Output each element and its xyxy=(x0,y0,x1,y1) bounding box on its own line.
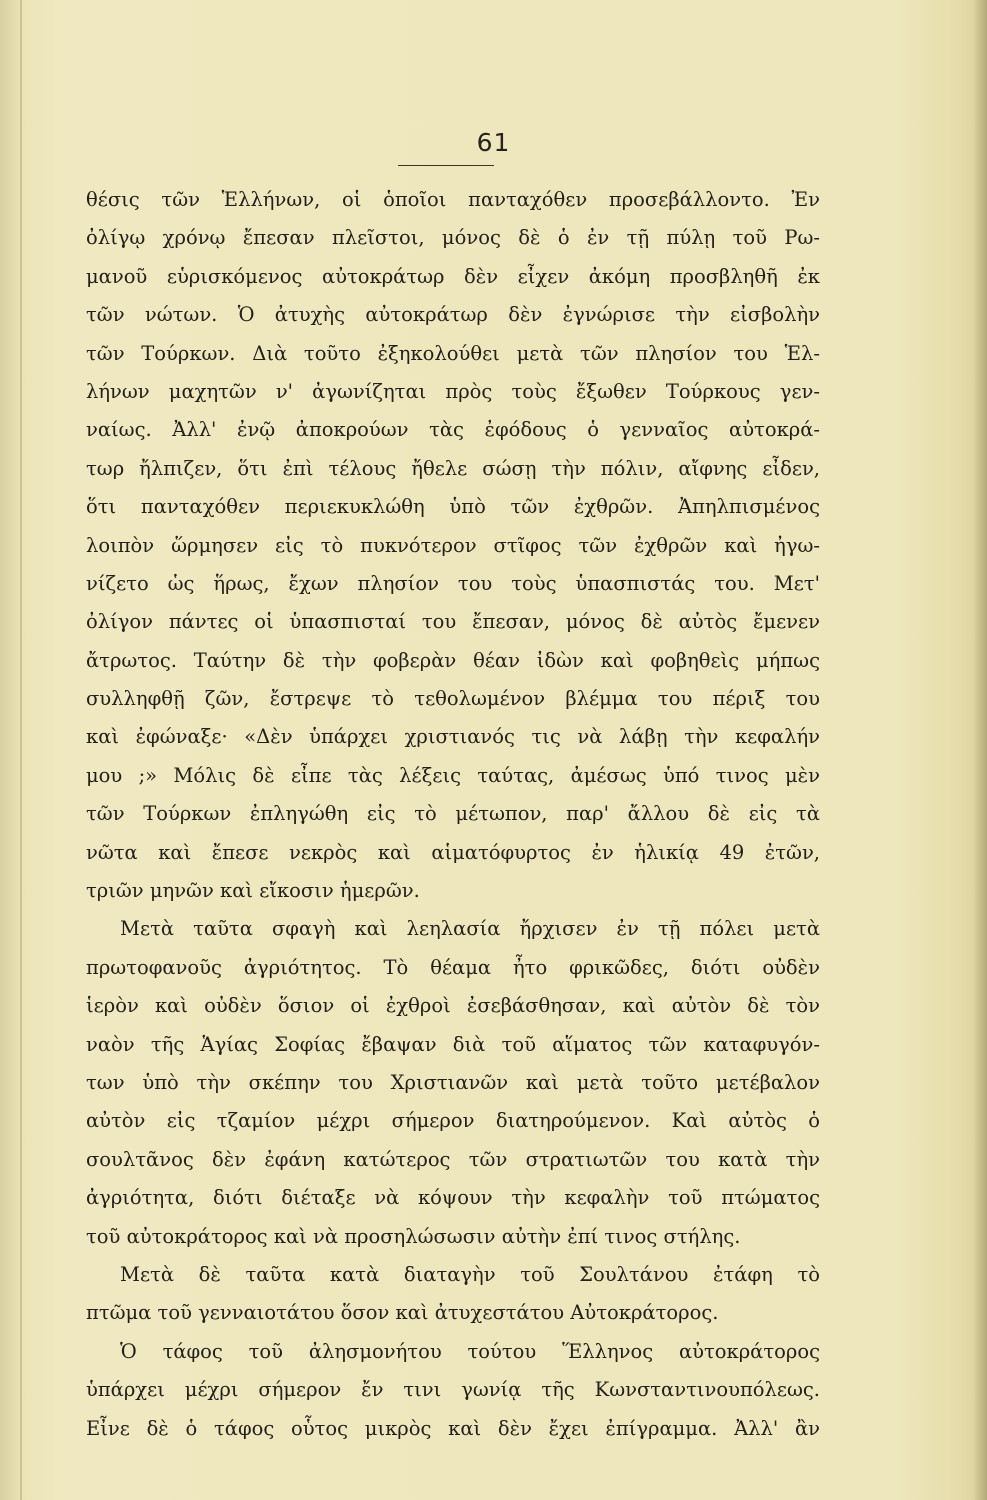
text-line: πτῶμα τοῦ γενναιοτάτου ὅσον καὶ ἀτυχεστάτου Αὐτοκράτορος. xyxy=(86,1301,719,1325)
text-line: ναὸν τῆς Ἁγίας Σοφίας ἔβαψαν διὰ τοῦ αἵματος τῶν καταφυγόν- xyxy=(86,1032,820,1056)
text-line: ὀλίγον πάντες οἱ ὑπασπισταί του ἔπεσαν, μόνος δὲ αὐτὸς ἔμενεν xyxy=(86,610,820,634)
text-line: τῶν Τούρκων ἐπληγώθη εἰς τὸ μέτωπον, παρ' ἄλλου δὲ εἰς τὰ xyxy=(86,802,820,826)
text-line: τοῦ αὐτοκράτορος καὶ νὰ προσηλώσωσιν αὐτὴν ἐπί τινος στήλης. xyxy=(86,1224,741,1248)
text-line: νῶτα καὶ ἔπεσε νεκρὸς καὶ αἱματόφυρτος ἐν ἡλικίᾳ 49 ἐτῶν, xyxy=(86,840,820,864)
text-line: λήνων μαχητῶν ν' ἀγωνίζηται πρὸς τοὺς ἔξωθεν Τούρκους γεν- xyxy=(86,379,820,403)
body-text xyxy=(86,181,820,1448)
text-line: μου ;» Μόλις δὲ εἶπε τὰς λέξεις ταύτας, ἀμέσως ὑπό τινος μὲν xyxy=(86,763,820,787)
text-line: θέσις τῶν Ἑλλήνων, οἱ ὁποῖοι πανταχόθεν προσεβάλλοντο. Ἐν xyxy=(86,188,820,211)
text-line: τῶν νώτων. Ὁ ἀτυχὴς αὐτοκράτωρ δὲν ἐγνώρισε τὴν εἰσβολὴν xyxy=(86,303,820,327)
text-line: Εἶνε δὲ ὁ τάφος οὗτος μικρὸς καὶ δὲν ἔχει ἐπίγραμμα. Ἀλλ' ἂν xyxy=(86,1416,820,1440)
page-number: 61 xyxy=(476,128,511,157)
text-line: ὅτι πανταχόθεν περιεκυκλώθη ὑπὸ τῶν ἐχθρῶν. Ἀπηλπισμένος xyxy=(86,495,820,519)
text-line: ὀλίγῳ χρόνῳ ἔπεσαν πλεῖστοι, μόνος δὲ ὁ ἐν τῇ πύλῃ τοῦ Ρω- xyxy=(86,226,820,250)
text-line: Μετὰ ταῦτα σφαγὴ καὶ λεηλασία ἤρχισεν ἐν τῇ πόλει μετὰ xyxy=(120,917,820,941)
text-line: τωρ ἤλπιζεν, ὅτι ἐπὶ τέλους ἤθελε σώσῃ τὴν πόλιν, αἴφνης εἶδεν, xyxy=(86,456,820,480)
text-line: νίζετο ὡς ἥρως, ἔχων πλησίον του τοὺς ὑπασπιστάς του. Μετ' xyxy=(86,571,820,595)
text-line: τῶν Τούρκων. Διὰ τοῦτο ἐξηκολούθει μετὰ τῶν πλησίον του Ἑλ- xyxy=(86,341,820,365)
text-line: τριῶν μηνῶν καὶ εἴκοσιν ἡμερῶν. xyxy=(86,879,420,903)
text-line: ἄτρωτος. Ταύτην δὲ τὴν φοβερὰν θέαν ἰδὼν καὶ φοβηθεὶς μήπως xyxy=(86,648,820,672)
page-number-rule xyxy=(398,165,494,166)
text-line: Ὁ τάφος τοῦ ἀλησμονήτου τούτου Ἕλληνος αὐτοκράτορος xyxy=(120,1339,820,1363)
text-line: σουλτᾶνος δὲν ἐφάνη κατώτερος τῶν στρατιωτῶν του κατὰ τὴν xyxy=(86,1147,820,1171)
text-line: μανοῦ εὑρισκόμενος αὐτοκράτωρ δὲν εἶχεν ἀκόμη προσβληθῆ ἐκ xyxy=(86,264,820,288)
text-line: ὑπάρχει μέχρι σήμερον ἔν τινι γωνίᾳ τῆς Κωνσταντινουπόλεως. xyxy=(86,1378,820,1402)
text-line: αὐτὸν εἰς τζαμίον μέχρι σήμερον διατηρούμενον. Καὶ αὐτὸς ὁ xyxy=(86,1109,820,1133)
page-edge-shadow xyxy=(973,0,987,1500)
text-line: καὶ ἐφώναξε· «Δὲν ὑπάρχει χριστιανός τις νὰ λάβῃ τὴν κεφαλήν xyxy=(86,725,820,749)
text-line: ἀγριότητα, διότι διέταξε νὰ κόψουν τὴν κεφαλὴν τοῦ πτώματος xyxy=(86,1186,820,1210)
binding-fold xyxy=(20,0,22,1500)
text-line: των ὑπὸ τὴν σκέπην του Χριστιανῶν καὶ μετὰ τοῦτο μετέβαλον xyxy=(86,1070,820,1094)
text-line: Μετὰ δὲ ταῦτα κατὰ διαταγὴν τοῦ Σουλτάνου ἐτάφη τὸ xyxy=(120,1262,820,1286)
text-line: ναίως. Ἀλλ' ἐνῷ ἀποκρούων τὰς ἐφόδους ὁ γενναῖος αὐτοκρά- xyxy=(86,418,820,442)
text-line: ἱερὸν καὶ οὐδὲν ὅσιον οἱ ἐχθροὶ ἐσεβάσθησαν, καὶ αὐτὸν δὲ τὸν xyxy=(86,994,820,1018)
text-line: πρωτοφανοῦς ἀγριότητος. Τὸ θέαμα ἦτο φρικῶδες, διότι οὐδὲν xyxy=(86,955,820,979)
text-line: λοιπὸν ὥρμησεν εἰς τὸ πυκνότερον στῖφος τῶν ἐχθρῶν καὶ ἠγω- xyxy=(86,533,820,557)
text-line: συλληφθῇ ζῶν, ἔστρεψε τὸ τεθολωμένον βλέμμα του πέριξ του xyxy=(86,687,820,711)
